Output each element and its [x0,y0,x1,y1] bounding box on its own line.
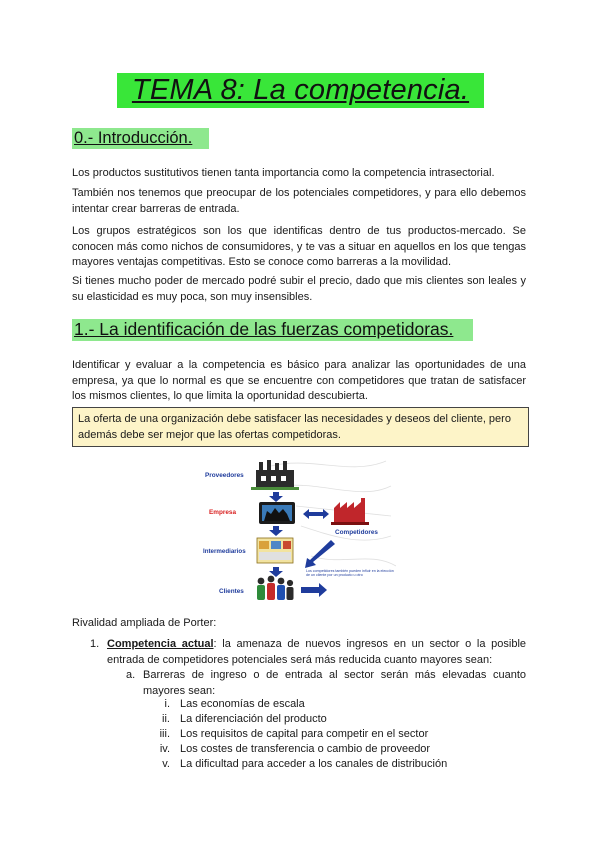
intro-paragraph-2: También nos tenemos que preocupar de los potenciales competidores, y para ello debemos intentar crear barreras de entrada. [72,187,526,215]
label-intermediarios: Intermediarios [203,548,246,555]
highlight-callout: La oferta de una organización debe satisfacer las necesidades y deseos del cliente, pero además debe ser mejor que las ofertas competidoras. [72,407,529,447]
section-heading-introduccion: 0.- Introducción. [72,128,209,149]
intermediaries-store-icon [257,538,293,563]
intro-paragraph-1: Los productos sustitutivos tienen tanta importancia como la competencia intrasectorial. [72,167,495,179]
label-clientes: Clientes [219,588,244,595]
roman-item: Las economías de escala [180,698,305,710]
porter-caption: Rivalidad ampliada de Porter: [72,617,217,629]
company-building-icon [259,502,295,524]
roman-number: iii. [159,728,170,740]
label-empresa: Empresa [209,509,236,516]
label-competidores: Competidores [335,529,378,536]
list-item-term: Competencia actual [107,638,214,650]
document-title [117,73,484,108]
intro-paragraph-3: Los grupos estratégicos son los que identificas dentro de tus productos-mercado. Se conocen más como nichos de consumidores, y te vas a situar en aquellos en los que tengas mayores ventajas competitivas. Esto se conoce como barreras a la movilidad. [72,225,526,268]
intro-paragraph-4: Si tienes mucho poder de mercado podré subir el precio, dado que mis clientes son leales y su elasticidad es muy poca, son muy insensibles. [72,275,526,303]
roman-item: Los requisitos de capital para competir en el sector [180,728,429,740]
sublist-item [126,668,526,699]
document-title-text: TEMA 8: La competencia. [131,74,470,106]
competitive-forces-diagram [201,456,396,606]
diagram-note: Los competidores también pueden influir en la elección de un cliente por un producto u otro [306,569,394,578]
section1-paragraph: Identificar y evaluar a la competencia es básico para analizar las oportunidades de una empresa, ya que lo normal es que se encuentre con competidores que tratan de satisfacer los mismos clientes, lo que limita la oportunidad descubierta. [72,359,526,402]
list-number: 1. [90,638,100,650]
roman-number: ii. [162,713,170,725]
list-item [90,637,526,668]
roman-number: i. [164,698,170,710]
list-item-body: : la amenaza de nuevos ingresos en un sector o la posible entrada de competidores potenciales será más reducida cuanto mayores sean: [107,638,527,666]
sublist-item-text: Barreras de ingreso o de entrada al sector serán más elevadas cuanto mayores sean: [143,669,526,697]
roman-item: La diferenciación del producto [180,713,327,725]
roman-item: Los costes de transferencia o cambio de proveedor [180,743,431,755]
roman-number: v. [162,758,170,770]
section-heading-fuerzas-competidoras: 1.- La identificación de las fuerzas competidoras. [72,319,473,341]
roman-item: La dificultad para acceder a los canales de distribución [180,758,448,770]
list-item-text [107,637,526,668]
sublist-number: a. [126,669,136,681]
roman-number: iv. [159,743,170,755]
label-proveedores: Proveedores [205,472,244,479]
